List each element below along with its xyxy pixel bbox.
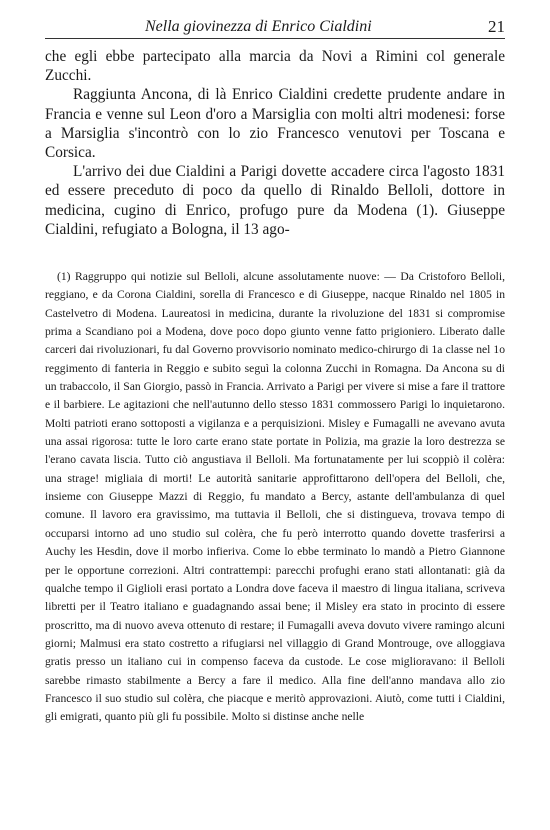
running-header [45,14,505,38]
page-number: 21 [488,17,505,36]
body-paragraph: che egli ebbe partecipato alla marcia da Novi a Rimini col generale Zucchi. [45,48,505,85]
body-paragraph: Raggiunta Ancona, di là Enrico Cialdini credette prudente andare in Francia e venne sul Leon d'oro a Marsiglia con molti altri modenesi: forse a Marsiglia s'incontrò con lo zio Francesco venutovi per Toscana e Corsica. [45,86,505,162]
header-rule [45,38,505,39]
running-title: Nella giovinezza di Enrico Cialdini [145,18,372,35]
body-text [45,47,505,239]
footnote [45,268,505,727]
footnote-text: (1) Raggruppo qui notizie sul Belloli, alcune assolutamente nuove: — Da Cristoforo Belloli, reggiano, e da Corona Cialdini, sorella di Francesco e di Giuseppe, nacque Rinaldo nel 1805 in Castelvetro di Modena. Laureatosi in medicina, durante la rivoluzione del 1831 si compromise prima a Scandiano poi a Modena, dove poco dopo giunto venne fatto prigioniero. Liberato dalle carceri dai rivoluzionari, fu dal Governo provvisorio nominato medico-chirurgo di 1a classe nel 1o reggimento di fanteria in Reggio e subito seguì la colonna Zucchi in Romagna. Da Ancona su di un trabaccolo, il San Giorgio, passò in Francia. Arrivato a Parigi per vivere si mise a fare il trattore e il barbiere. Le agitazioni che nell'autunno dello stesso 1831 commossero Parigi lo inquietarono. Molti patrioti erano sottoposti a vigilanza e a perquisizioni. Misley e Fumagalli ne avevano avuta una assai rigorosa: tutte le loro carte erano state portate in Polizia, ma grazie la loro destrezza se l'erano cavata liscia. Tutto ciò angustiava il Belloli. Ma fortunatamente per lui scoppiò il colèra: una strage! migliaia di morti! Le autorità sanitarie approfittarono dell'opera del Belloli, che, insieme con Giuseppe Mazzi di Reggio, fu mandato a Bercy, astante dell'ambulanza di quel comune. Il lavoro era gravissimo, ma tuttavia il Belloli, che si distingueva, trovava tempo di occuparsi intorno ad uno studio sul colèra, che fu però interrotto quando dovette trasferirsi a Auchy les Hesdin, dove il morbo infieriva. Come lo ebbe terminato lo mandò a Pietro Giannone per le opportune correzioni. Altri contrattempi: parecchi profughi erano stati allontanati: già da qualche tempo il Giglioli erasi portato a Londra dove faceva il maestro di lingua italiana, scriveva libretti per il Teatro italiano e guadagnando assai bene; il Misley era stato in procinto di essere proscritto, ma di nuovo aveva ottenuto di restare; il Fumagalli aveva dovuto vivere ramingo alcuni giorni; Malmusi era stato costretto a rifugiarsi nel villaggio di Grand Montrouge, ove alloggiava gratis presso un italiano cui in compenso faceva da custode. Le cose miglioravano: il Belloli sarebbe rimasto stabilmente a Bercy a fare il medico. Alla fine dell'anno mandava allo zio Francesco il suo studio sul colèra, che piacque e meritò approvazioni. Aiutò, come tutti i Cialdini, gli emigrati, quanto più gli fu possibile. Molto si distinse anche nelle [45,270,505,724]
body-paragraph: L'arrivo dei due Cialdini a Parigi dovette accadere circa l'agosto 1831 ed essere preceduto di poco da quello di Rinaldo Belloli, dottore in medicina, cugino di Enrico, profugo pure da Modena (1). Giuseppe Cialdini, refugiato a Bologna, il 13 ago- [45,163,505,238]
